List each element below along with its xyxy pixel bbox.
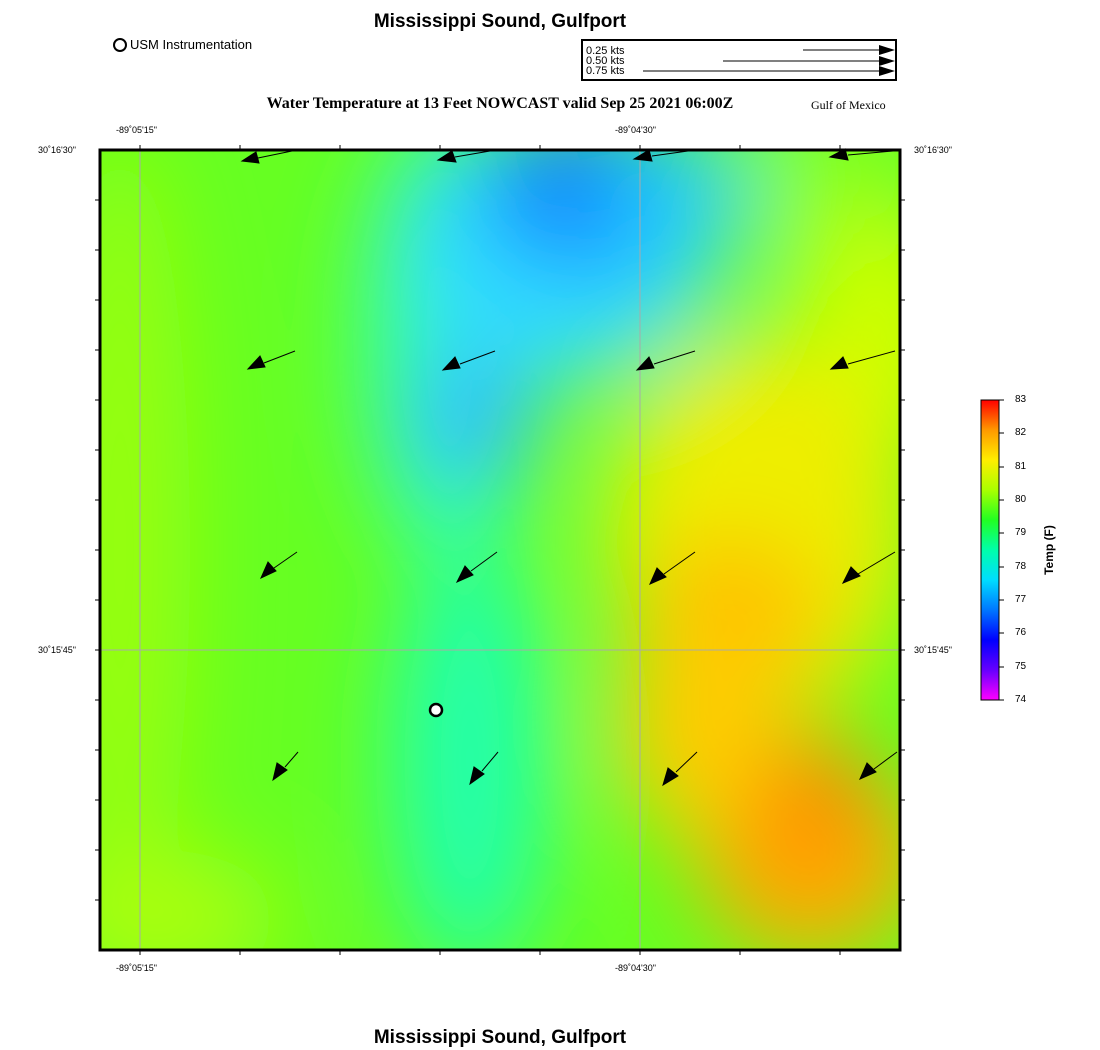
lon-tick-label: -89˚04'30"	[615, 125, 656, 135]
map-subtitle: Water Temperature at 13 Feet NOWCAST valid Sep 25 2021 06:00Z	[266, 95, 734, 112]
colorbar-tick-label: 77	[1015, 594, 1027, 605]
colorbar-tick-label: 74	[1015, 694, 1027, 705]
lon-tick-label: -89˚04'30"	[615, 963, 656, 973]
colorbar-tick-label: 83	[1015, 394, 1027, 405]
speed-scale-label: 0.25 kts	[586, 45, 625, 57]
lon-tick-label: -89˚05'15"	[116, 963, 157, 973]
temperature-field	[40, 110, 970, 990]
lon-tick-label: -89˚05'15"	[116, 125, 157, 135]
lat-tick-label: 30˚16'30"	[38, 145, 76, 155]
colorbar-tick-label: 81	[1015, 461, 1027, 472]
colorbar-tick-label: 82	[1015, 427, 1027, 438]
map-title: Mississippi Sound, Gulfport	[373, 11, 627, 32]
speed-scale-label: 0.50 kts	[586, 55, 625, 67]
colorbar-tick-label: 78	[1015, 561, 1027, 572]
lat-tick-label: 30˚16'30"	[914, 145, 952, 155]
circle-icon[interactable]	[430, 704, 442, 716]
colorbar-title: Temp (F)	[1041, 525, 1056, 575]
colorbar-tick-label: 76	[1015, 627, 1027, 638]
lat-tick-label: 30˚15'45"	[38, 645, 76, 655]
speed-scale-label: 0.75 kts	[586, 65, 625, 77]
colorbar-tick-label: 80	[1015, 494, 1027, 505]
colorbar-tick-label: 79	[1015, 527, 1027, 538]
map-title-bottom: Mississippi Sound, Gulfport	[373, 1027, 627, 1048]
lat-tick-label: 30˚15'45"	[914, 645, 952, 655]
station-legend-label: USM Instrumentation	[130, 37, 253, 52]
colorbar-tick-label: 75	[1015, 661, 1027, 672]
region-label: Gulf of Mexico	[811, 98, 886, 112]
colorbar	[981, 400, 1004, 700]
